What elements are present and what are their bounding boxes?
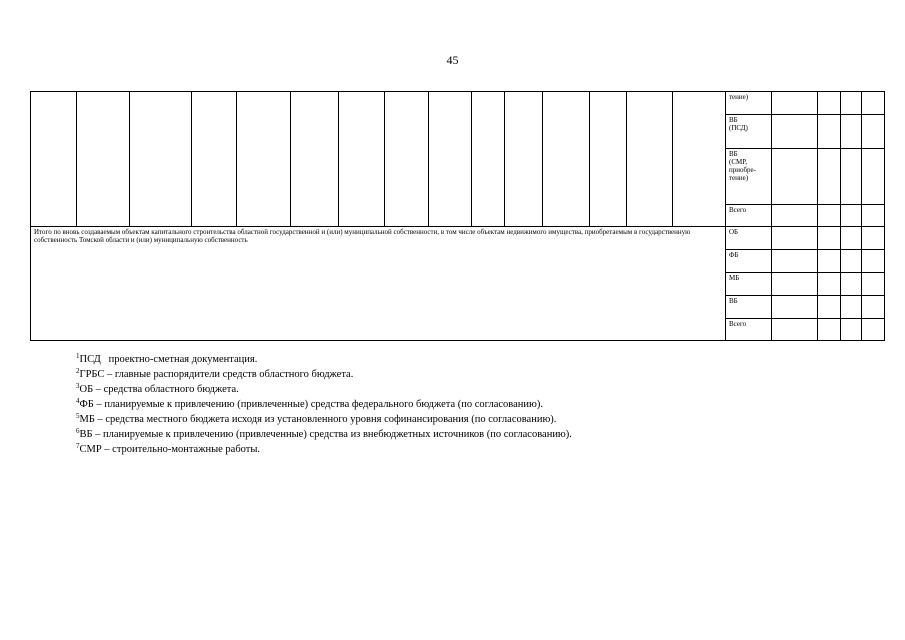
table-cell	[818, 115, 841, 149]
budget-table	[30, 91, 885, 341]
footnote-number: 1	[76, 352, 80, 360]
table-cell	[818, 319, 841, 341]
footnote	[76, 352, 572, 367]
table-cell	[818, 149, 841, 205]
table-cell	[472, 92, 505, 227]
footnote-text: МБ – средства местного бюджета исходя из установленного уровня софинансирования (по согласованию).	[79, 414, 557, 425]
footnotes	[76, 352, 572, 457]
funding-source-cell: ФБ	[726, 250, 772, 273]
table-cell	[429, 92, 472, 227]
table-cell	[818, 92, 841, 115]
funding-source-line: (ПСД)	[729, 124, 748, 132]
table-cell	[772, 273, 818, 296]
page-number: 45	[446, 53, 459, 67]
footnote	[76, 382, 572, 397]
table-cell	[841, 205, 862, 227]
table-cell	[862, 149, 885, 205]
footnote-text: ГРБС – главные распорядители средств областного бюджета.	[79, 369, 354, 380]
table-cell	[192, 92, 237, 227]
footnote-number: 6	[76, 427, 80, 435]
table-row	[31, 227, 885, 250]
funding-source-cell: МБ	[726, 273, 772, 296]
funding-source-cell	[726, 149, 772, 205]
table-cell	[77, 92, 130, 227]
footnote	[76, 412, 572, 427]
footnote-number: 2	[76, 367, 80, 375]
table-cell	[772, 250, 818, 273]
table-row	[31, 92, 885, 115]
table-cell	[841, 250, 862, 273]
funding-source-cell: ОБ	[726, 227, 772, 250]
table-cell	[291, 92, 339, 227]
table-cell	[841, 227, 862, 250]
footnote-text: СМР – строительно-монтажные работы.	[79, 444, 261, 455]
footnote	[76, 442, 572, 457]
table-cell	[862, 205, 885, 227]
table-cell	[130, 92, 192, 227]
table-cell	[862, 296, 885, 319]
table-cell	[818, 296, 841, 319]
footnote-text: ПСД проектно-сметная документация.	[79, 354, 258, 365]
footnote-number: 5	[76, 412, 80, 420]
table-cell	[818, 205, 841, 227]
table-cell	[339, 92, 385, 227]
table-cell	[590, 92, 627, 227]
footnote-text: ФБ – планируемые к привлечению (привлеченные) средства федерального бюджета (по согласованию).	[79, 399, 543, 410]
table-cell	[841, 149, 862, 205]
table-cell	[862, 227, 885, 250]
table-cell	[818, 250, 841, 273]
table-cell	[31, 92, 77, 227]
funding-source-cell	[726, 115, 772, 149]
table-cell	[841, 273, 862, 296]
table-cell	[237, 92, 291, 227]
total-description: Итого по вновь создаваемым объектам капитального строительства областной государственной и (или) муниципальной собственности, в том числе объектам недвижимого имущества, приобретаемым в государственную собственность Томской области и (или) муниципальную собственность	[31, 227, 726, 341]
table-cell	[841, 296, 862, 319]
table-cell	[505, 92, 543, 227]
funding-source-line: приобре-	[729, 166, 756, 174]
funding-source-cell: тение)	[726, 92, 772, 115]
table-cell	[841, 92, 862, 115]
table-cell	[862, 273, 885, 296]
table-cell	[772, 115, 818, 149]
table-cell	[862, 115, 885, 149]
footnote-number: 4	[76, 397, 80, 405]
table-cell	[841, 319, 862, 341]
table-cell	[627, 92, 673, 227]
footnote-number: 7	[76, 442, 80, 450]
table-cell	[772, 296, 818, 319]
funding-source-cell: Всего	[726, 205, 772, 227]
table-cell	[841, 115, 862, 149]
table-cell	[385, 92, 429, 227]
table-cell	[818, 227, 841, 250]
footnote	[76, 397, 572, 412]
table-cell	[772, 205, 818, 227]
funding-source-line: (СМР,	[729, 158, 747, 166]
footnote-number: 3	[76, 382, 80, 390]
footnote-text: ВБ – планируемые к привлечению (привлеченные) средства из внебюджетных источников (по согласованию).	[79, 429, 572, 440]
funding-source-cell: Всего	[726, 319, 772, 341]
table-cell	[862, 250, 885, 273]
table-cell	[673, 92, 726, 227]
funding-source-line: ВБ	[729, 116, 738, 124]
table-cell	[772, 149, 818, 205]
funding-source-line: ВБ	[729, 150, 738, 158]
funding-source-line: тение)	[729, 174, 749, 182]
table-cell	[772, 92, 818, 115]
footnote-text: ОБ – средства областного бюджета.	[79, 384, 239, 395]
footnote	[76, 367, 572, 382]
table-cell	[818, 273, 841, 296]
funding-source-cell: ВБ	[726, 296, 772, 319]
table-cell	[862, 92, 885, 115]
table-cell	[862, 319, 885, 341]
table-cell	[772, 227, 818, 250]
table-cell	[543, 92, 590, 227]
table-cell	[772, 319, 818, 341]
footnote	[76, 427, 572, 442]
